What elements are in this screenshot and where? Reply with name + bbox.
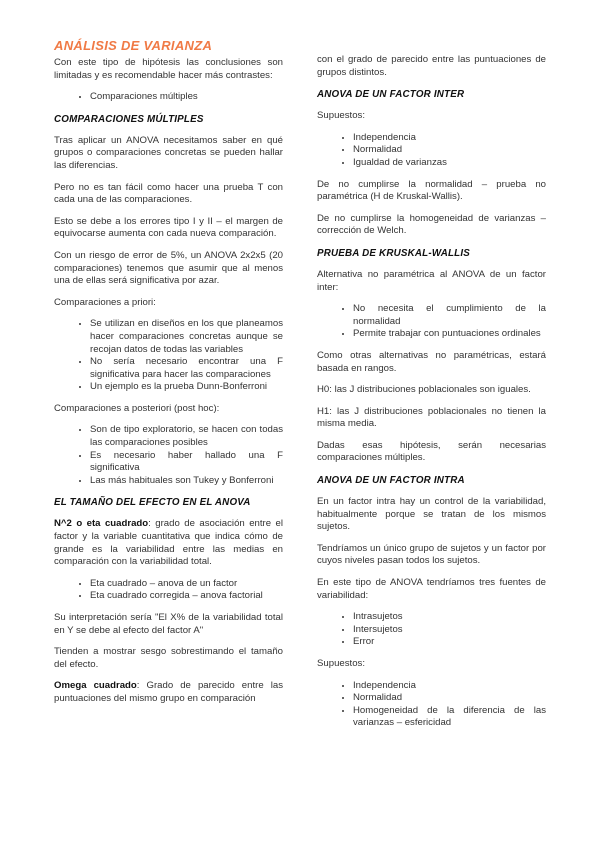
paragraph: Tras aplicar un ANOVA necesitamos saber en qué grupos o comparaciones concretas se pueden hallar las diferencias. bbox=[54, 134, 283, 171]
list-item: • Las más habituales son Tukey y Bonferroni bbox=[90, 475, 283, 488]
paragraph: Con un riesgo de error de 5%, un ANOVA 2x2x5 (20 comparaciones) tenemos que asumir que al menos una de ellas será significativa por azar. bbox=[54, 249, 283, 287]
list-item: • Normalidad bbox=[353, 144, 546, 157]
heading-tamano-efecto: EL TAMAÑO DEL EFECTO EN EL ANOVA bbox=[54, 497, 251, 509]
paragraph: Esto se debe a los errores tipo I y II – el margen de equivocarse aumenta con cada nueva comparación. bbox=[54, 215, 283, 240]
paragraph: H0: las J distribuciones poblacionales son iguales. bbox=[317, 384, 531, 396]
paragraph: Dadas esas hipótesis, serán necesarias comparaciones múltiples. bbox=[317, 439, 546, 464]
priori-list bbox=[54, 318, 283, 394]
paragraph: Alternativa no paramétrica al ANOVA de un factor inter: bbox=[317, 268, 546, 293]
posteriori-list bbox=[54, 424, 283, 487]
list-item: • Son de tipo exploratorio, se hacen con todas las comparaciones posibles bbox=[90, 424, 283, 449]
right-column bbox=[317, 54, 546, 739]
paragraph: Tienden a mostrar sesgo sobrestimando el tamaño del efecto. bbox=[54, 646, 283, 670]
heading-kruskal-wallis: PRUEBA DE KRUSKAL-WALLIS bbox=[317, 247, 471, 259]
omega-definition: : Grado de parecido entre las puntuaciones del mismo grupo en comparación bbox=[54, 680, 283, 704]
omega-term: Omega cuadrado bbox=[54, 680, 137, 692]
supuestos-inter-list bbox=[317, 132, 546, 170]
list-item: • Normalidad bbox=[353, 692, 546, 705]
fuentes-list bbox=[317, 611, 546, 649]
list-item: • Intersujetos bbox=[353, 624, 546, 637]
list-item: • Independencia bbox=[353, 132, 546, 145]
list-item: • Un ejemplo es la prueba Dunn-Bonferroni bbox=[90, 381, 283, 394]
heading-comparaciones: COMPARACIONES MÚLTIPLES bbox=[54, 113, 204, 125]
intro-paragraph: Con este tipo de hipótesis las conclusiones son limitadas y es recomendable hacer más contrastes: bbox=[54, 57, 283, 81]
heading-anova-inter: ANOVA DE UN FACTOR INTER bbox=[317, 89, 465, 101]
list-item: • Comparaciones múltiples bbox=[90, 91, 283, 104]
paragraph: Como otras alternativas no paramétricas, estará basada en rangos. bbox=[317, 349, 546, 374]
paragraph: Comparaciones a posteriori (post hoc): bbox=[54, 402, 220, 414]
eta-list bbox=[54, 578, 283, 603]
list-item: • Eta cuadrado corregida – anova factorial bbox=[90, 590, 283, 603]
list-item: • No necesita el cumplimiento de la normalidad bbox=[353, 303, 546, 328]
omega-paragraph bbox=[54, 680, 283, 705]
eta-definition: : grado de asociación entre el factor y la variable cuantitativa que indica cómo de grande es la variabilidad entre las medias en comparación con la variabilidad total. bbox=[54, 518, 283, 568]
paragraph: con el grado de parecido entre las puntuaciones de grupos distintos. bbox=[317, 54, 546, 78]
page-title: ANÁLISIS DE VARIANZA bbox=[54, 38, 213, 53]
left-column bbox=[54, 34, 283, 715]
list-item: • Intrasujetos bbox=[353, 611, 546, 624]
list-item: • Igualdad de varianzas bbox=[353, 157, 546, 170]
list-item: • Error bbox=[353, 636, 546, 649]
list-item: • Es necesario haber hallado una F significativa bbox=[90, 450, 283, 475]
list-item: • Permite trabajar con puntuaciones ordinales bbox=[353, 328, 546, 341]
eta-paragraph bbox=[54, 518, 283, 568]
heading-anova-intra: ANOVA DE UN FACTOR INTRA bbox=[317, 475, 465, 487]
paragraph: Supuestos: bbox=[317, 658, 366, 669]
paragraph: De no cumplirse la normalidad – prueba no paramétrica (H de Kruskal-Wallis). bbox=[317, 178, 546, 203]
paragraph: De no cumplirse la homogeneidad de varianzas – corrección de Welch. bbox=[317, 212, 546, 237]
supuestos-intra-list bbox=[317, 680, 546, 730]
kruskal-list bbox=[317, 303, 546, 341]
paragraph: Comparaciones a priori: bbox=[54, 296, 156, 308]
paragraph: H1: las J distribuciones poblacionales no tienen la misma media. bbox=[317, 405, 546, 430]
list-item: • No sería necesario encontrar una F significativa para hacer las comparaciones bbox=[90, 356, 283, 381]
list-item: • Independencia bbox=[353, 680, 546, 693]
list-item: • Se utilizan en diseños en los que planeamos hacer comparaciones concretas aunque se recojan datos de todas las variables bbox=[90, 318, 283, 356]
paragraph: En este tipo de ANOVA tendríamos tres fuentes de variabilidad: bbox=[317, 577, 546, 601]
list-item: • Eta cuadrado – anova de un factor bbox=[90, 578, 283, 591]
eta-term: N^2 o eta cuadrado bbox=[54, 518, 149, 530]
paragraph: Tendríamos un único grupo de sujetos y un factor por cuyos niveles pasan todos los sujetos. bbox=[317, 542, 546, 567]
list-item: • Homogeneidad de la diferencia de las varianzas – esfericidad bbox=[353, 705, 546, 730]
intro-list bbox=[54, 91, 283, 104]
paragraph: En un factor intra hay un control de la variabilidad, habitualmente porque se tratan de los mismos sujetos. bbox=[317, 496, 546, 533]
paragraph: Pero no es tan fácil como hacer una prueba T con cada una de las comparaciones. bbox=[54, 181, 283, 206]
paragraph: Supuestos: bbox=[317, 110, 366, 122]
paragraph: Su interpretación sería "El X% de la variabilidad total en Y se debe al efecto del factor A" bbox=[54, 612, 283, 636]
